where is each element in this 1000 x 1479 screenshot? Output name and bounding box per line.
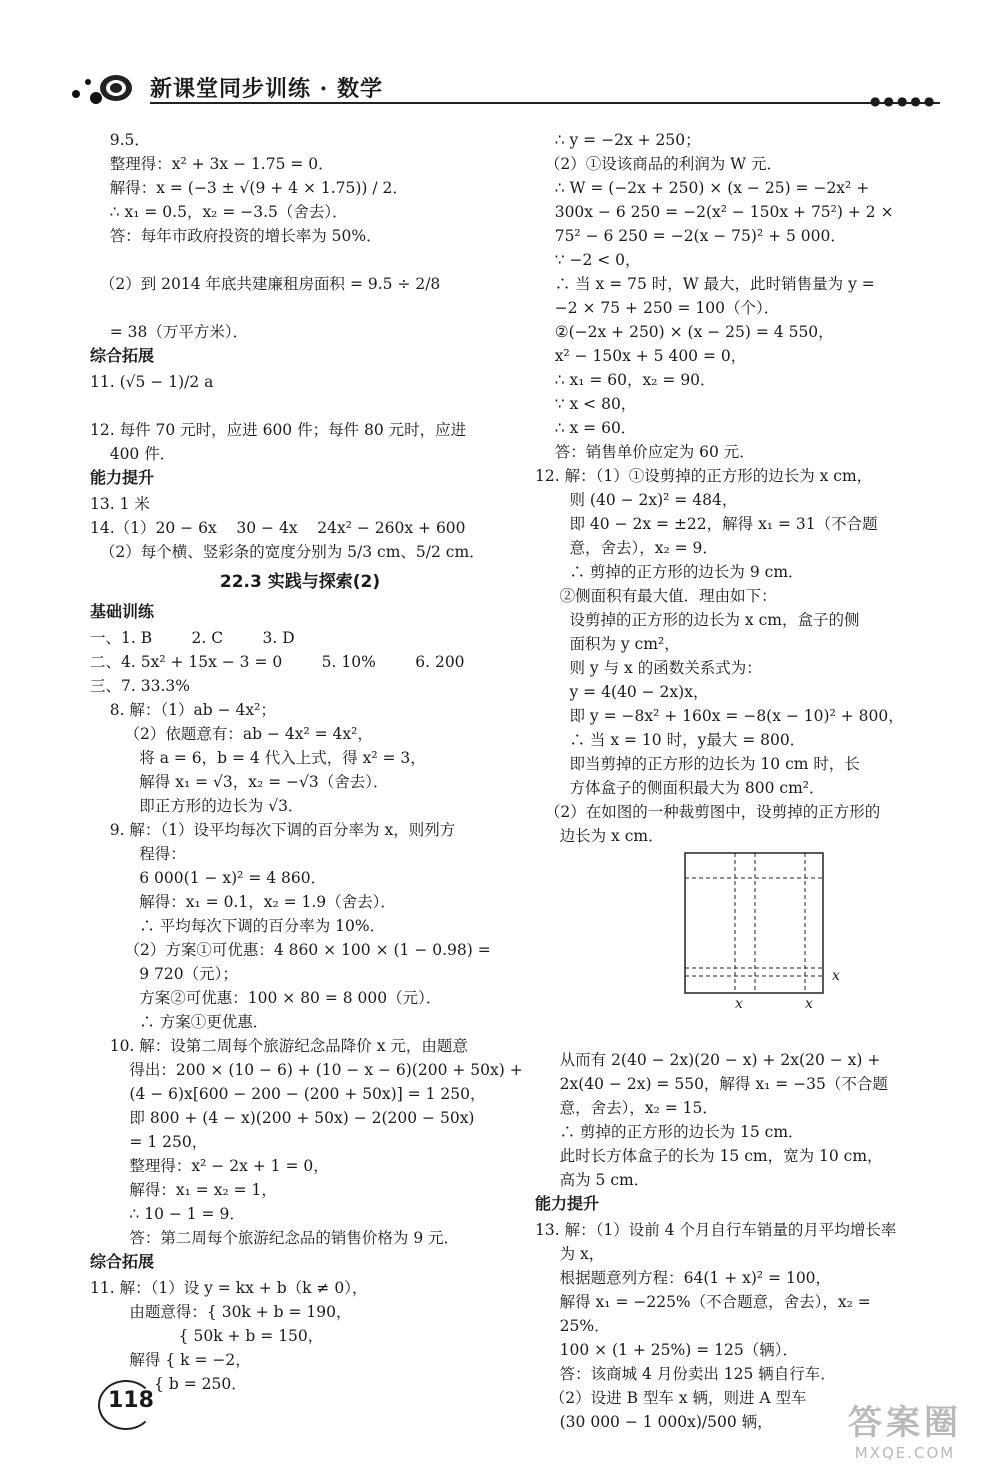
answer-line: (4 − 6)x[600 − 200 − (200 + 50x)] = 1 250， [90,1085,486,1103]
answer-line: 三、7. 33.3% [90,677,190,695]
answer-line: 即 800 + (4 − x)(200 + 50x) − 2(200 − 50x) [90,1109,475,1127]
answer-line: （2）到 2014 年底共建廉租房面积 = 9.5 ÷ 2/8 [90,275,441,293]
answer-line [90,394,510,418]
section-heading: 综合拓展 [90,1252,155,1271]
answer-line: （2）在如图的一种裁剪图中，设剪掉的正方形的 [535,803,881,821]
section-heading: 能力提升 [90,468,155,487]
right-column [535,128,955,1434]
book-title: 新课堂同步训练 · 数学 [150,76,383,102]
answer-line: ∴ 平均每次下调的百分率为 10%． [90,917,386,935]
section-heading: 综合拓展 [90,346,155,365]
section-heading: 能力提升 [535,1194,600,1213]
answer-line: （2）依题意有：ab − 4x² = 4x²， [90,725,373,743]
header-divider [150,102,940,104]
answer-line: 解得：x₁ = x₂ = 1， [90,1181,277,1199]
answer-line: 将 a = 6，b = 4 代入上式，得 x² = 3， [90,749,426,767]
answer-line: 解得：x₁ = 0.1，x₂ = 1.9（舍去）． [90,893,396,911]
section-title: 22.3 实践与探索(2) [219,572,381,592]
answer-line: 整理得：x² + 3x − 1.75 = 0． [90,155,334,173]
answer-line: 13. 1 米 [90,495,150,513]
answer-line: 答：每年市政府投资的增长率为 50%． [90,227,382,245]
answer-line: （2）每个横、竖彩条的宽度分别为 5/3 cm、5/2 cm． [90,543,485,561]
diagram-label-x: x [805,996,813,1012]
page-header [0,58,1000,118]
answer-line: 面积为 y cm²， [535,635,680,653]
answer-line: 设剪掉的正方形的边长为 x cm，盒子的侧 [535,611,860,629]
answer-line: 方体盒子的侧面积最大为 800 cm²． [535,779,825,797]
answer-line: 根据题意列方程：64(1 + x)² = 100， [535,1269,832,1287]
answer-line: 12. 解：（1）①设剪掉的正方形的边长为 x cm， [535,467,873,485]
answer-line: 意，舍去），x₂ = 15． [535,1099,718,1117]
answer-line: ∴ x₁ = 60，x₂ = 90． [535,371,716,389]
answer-line: 2x(40 − 2x) = 550，解得 x₁ = −35（不合题 [535,1075,888,1093]
answer-line: （2）①设该商品的利润为 W 元． [535,155,783,173]
answer-line: 答：该商城 4 月份卖出 125 辆自行车． [535,1365,836,1383]
answer-line: ②(−2x + 250) × (x − 25) = 4 550， [535,323,834,341]
answer-line: 9.5． [90,131,150,149]
answer-line: （2）设进 B 型车 x 辆，则进 A 型车 [535,1389,807,1407]
answer-line: 400 件． [90,445,176,463]
answer-line [90,248,510,272]
answer-line: ∴ 剪掉的正方形的边长为 9 cm． [535,563,804,581]
answer-line: 13. 解：（1）设前 4 个月自行车销量的月平均增长率 [535,1221,897,1239]
header-dots: ●●●●● [870,94,938,108]
answer-line: 为 x， [535,1245,605,1263]
answer-line: { 50k + b = 150， [90,1327,324,1345]
answer-line: 由题意得：{ 30k + b = 190， [90,1303,352,1321]
answer-line: ∴ y = −2x + 250； [535,131,701,149]
page-number: 118 [108,1388,154,1413]
answer-line: ∴ x = 60． [535,419,637,437]
answer-line: 程得： [90,845,186,863]
answer-line: 即 40 − 2x = ±22，解得 x₁ = 31（不合题 [535,515,878,533]
answer-line: 边长为 x cm． [535,827,664,845]
answer-line: 即正方形的边长为 √3． [90,797,304,815]
answer-line: 一、1. B 2. C 3. D [90,629,295,647]
answer-line: 答：第二周每个旅游纪念品的销售价格为 9 元． [90,1229,460,1247]
answer-line: 答：销售单价应定为 60 元． [535,443,755,461]
answer-line: 8. 解：（1）ab − 4x²； [90,701,276,719]
answer-line: 则 (40 − 2x)² = 484， [535,491,738,509]
answer-line: 14.（1）20 − 6x 30 − 4x 24x² − 260x + 600 [90,519,466,537]
watermark-url: MXQE.COM [854,1444,956,1462]
answer-line: （2）方案①可优惠：4 860 × 100 × (1 − 0.98) = [90,941,491,959]
answer-line: 100 × (1 + 25%) = 125（辆）． [535,1341,798,1359]
answer-line: ∴ 当 x = 75 时，W 最大，此时销售量为 y = [535,275,875,293]
answer-line: 则 y 与 x 的函数关系式为： [535,659,762,677]
answer-line: 11. (√5 − 1)/2 a [90,373,214,391]
answer-line: ∴ x₁ = 0.5，x₂ = −3.5（舍去）． [90,203,348,221]
answer-line: x² − 150x + 5 400 = 0， [535,347,747,365]
answer-line: ∴ 剪掉的正方形的边长为 15 cm． [535,1123,804,1141]
answer-line: 75² − 6 250 = −2(x − 75)² + 5 000． [535,227,846,245]
left-column [90,128,523,1396]
answer-line: 解得 x₁ = −225%（不合题意，舍去），x₂ = [535,1293,871,1311]
answer-line: ∵ x < 80， [535,395,637,413]
answer-line: 12. 每件 70 元时，应进 600 件；每件 80 元时，应进 [90,421,467,439]
answer-line: = 38（万平方米）． [90,323,249,341]
answer-line: 高为 5 cm． [535,1171,650,1189]
cardboard-outline [685,853,823,993]
answer-line: 11. 解：（1）设 y = kx + b（k ≠ 0）， [90,1279,368,1297]
answer-line: 即 y = −8x² + 160x = −8(x − 10)² + 800， [535,707,904,725]
answer-line: y = 4(40 − 2x)x， [535,683,709,701]
answer-line: 解得 x₁ = √3，x₂ = −√3（舍去）． [90,773,389,791]
answer-line: ∴ 方案①更优惠． [90,1013,269,1031]
answer-line: 从而有 2(40 − 2x)(20 − x) + 2x(20 − x) + [535,1051,881,1069]
book-logo-icon [70,68,140,108]
answer-line: 9. 解：（1）设平均每次下调的百分率为 x，则列方 [90,821,456,839]
answer-line: 整理得：x² − 2x + 1 = 0， [90,1157,329,1175]
answer-line: ∴ 当 x = 10 时，y最大 = 800． [535,731,806,749]
cutting-diagram [535,848,955,1048]
answer-line: 方案②可优惠：100 × 80 = 8 000（元）． [90,989,442,1007]
watermark [830,1395,980,1462]
answer-line: ∴ 10 − 1 = 9． [90,1205,245,1223]
answer-line: 此时长方体盒子的长为 15 cm，宽为 10 cm， [535,1147,883,1165]
answer-line: = 1 250， [90,1133,208,1151]
answer-line: 6 000(1 − x)² = 4 860． [90,869,327,887]
answer-line: ∵ −2 < 0， [535,251,641,269]
answer-line: 300x − 6 250 = −2(x² − 150x + 75²) + 2 × [535,203,894,221]
answer-line: ②侧面积有最大值．理由如下： [535,587,777,605]
answer-line: 二、4. 5x² + 15x − 3 = 0 5. 10% 6. 200 [90,653,465,671]
answer-line: ∴ W = (−2x + 250) × (x − 25) = −2x² + [535,179,870,197]
answer-line: 意，舍去），x₂ = 9． [535,539,718,557]
section-heading: 基础训练 [90,602,155,621]
answer-line: 25%． [535,1317,610,1335]
answer-line: 即当剪掉的正方形的边长为 10 cm 时，长 [535,755,860,773]
watermark-logo-text: 答案圈 [848,1403,962,1443]
answer-line: 得出：200 × (10 − 6) + (10 − x − 6)(200 + 50x) + [90,1061,523,1079]
answer-line [90,296,510,320]
answer-line: 10. 解：设第二周每个旅游纪念品降价 x 元，由题意 [90,1037,468,1055]
answer-line: 9 720（元）； [90,965,238,983]
answer-line: −2 × 75 + 250 = 100（个）． [535,299,780,317]
diagram-label-x: x [735,996,743,1012]
answer-line: 解得 { k = −2， [90,1351,251,1369]
diagram-label-x: x [832,968,840,984]
answer-line: 解得：x = (−3 ± √(9 + 4 × 1.75)) / 2． [90,179,408,197]
answer-line: { b = 250． [90,1375,247,1393]
answer-line: (30 000 − 1 000x)/500 辆， [535,1413,773,1431]
